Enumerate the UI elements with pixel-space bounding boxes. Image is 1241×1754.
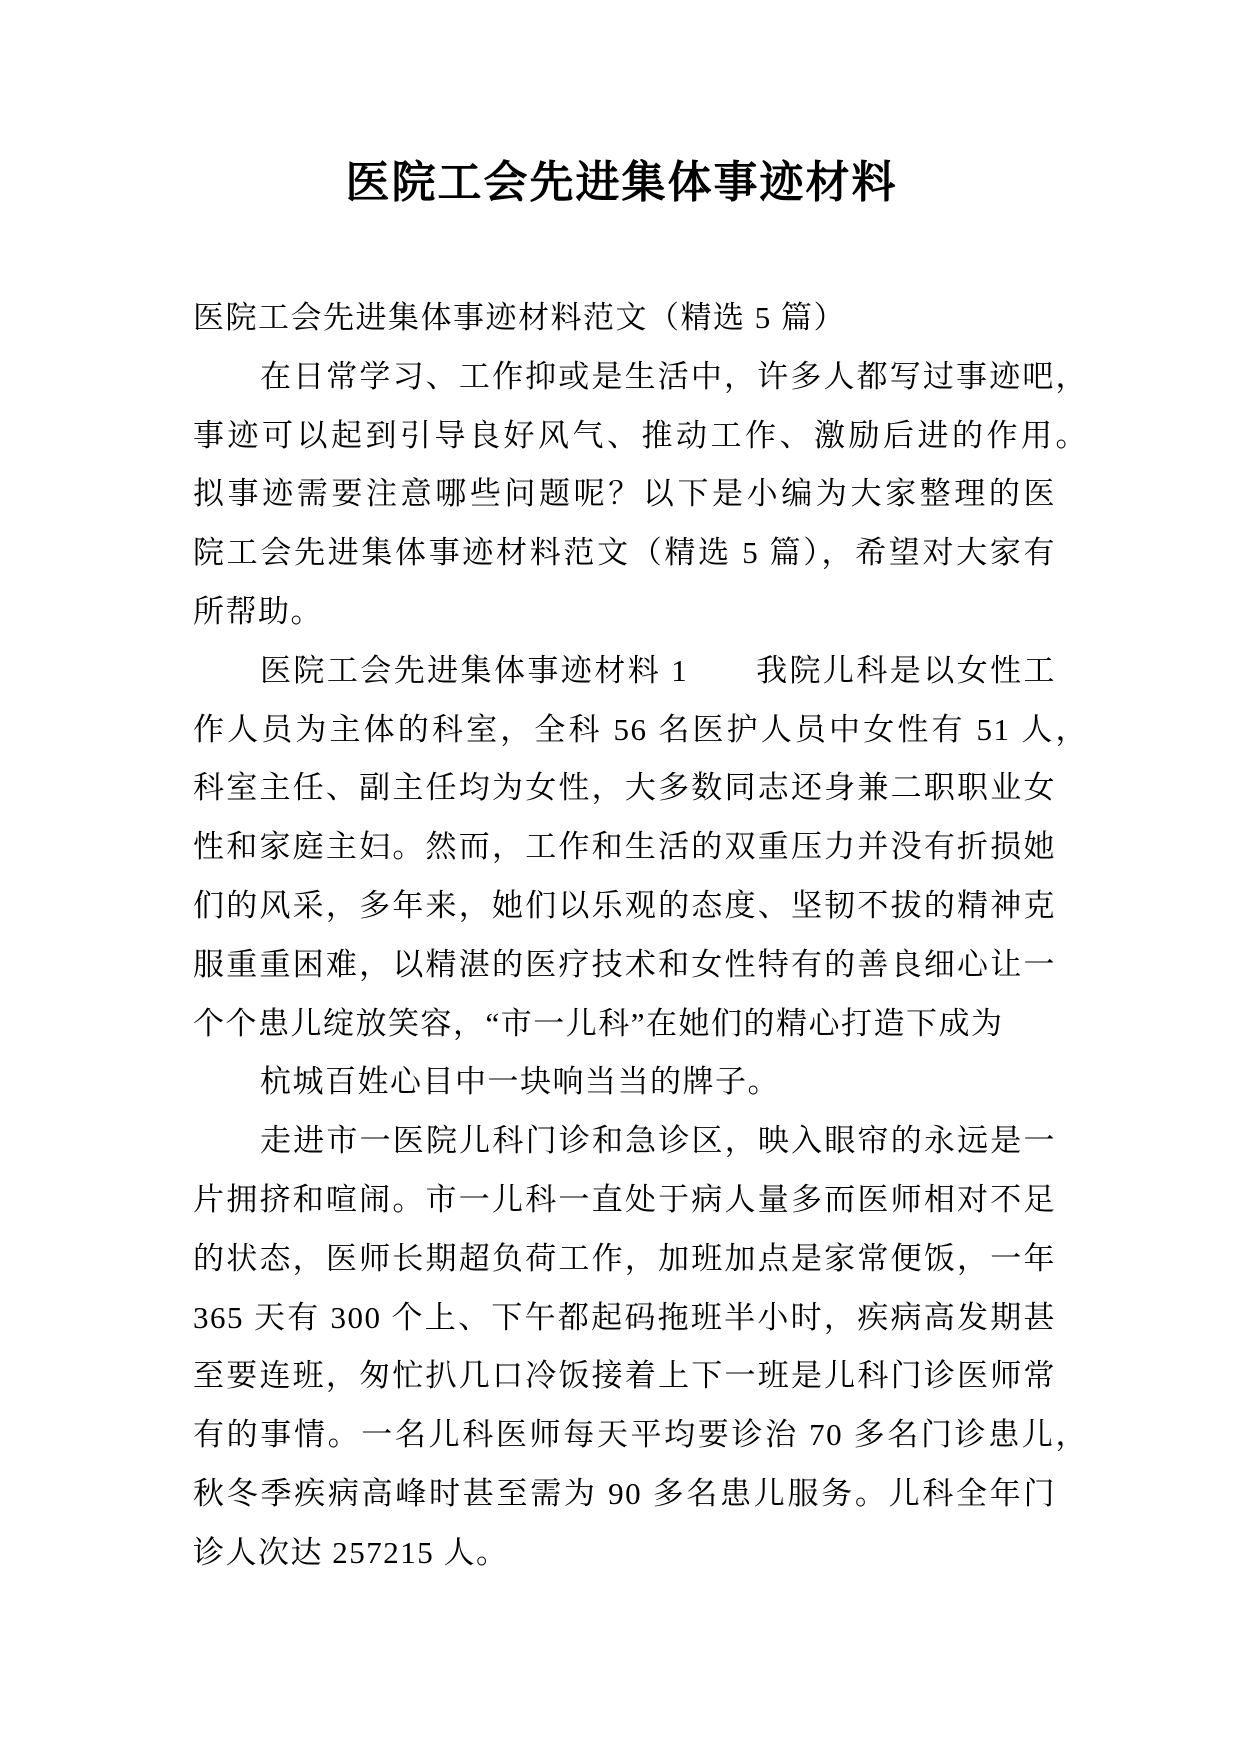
- paragraph-line: 个个患儿绽放笑容，“市一儿科”在她们的精心打造下成为: [193, 1005, 1004, 1041]
- paragraph-line: 诊人次达 257215 人。: [193, 1534, 509, 1570]
- paragraph-line: 科室主任、副主任均为女性，大多数同志还身兼二职职业女: [193, 770, 1056, 806]
- document-title: 医院工会先进集体事迹材料: [345, 158, 898, 207]
- paragraph-line: 事迹可以起到引导良好风气、推动工作、激励后进的作用。: [193, 417, 1088, 453]
- paragraph-line: 们的风采，多年来，她们以乐观的态度、坚韧不拔的精神克: [193, 887, 1056, 923]
- paragraph-line: 性和家庭主妇。然而，工作和生活的双重压力并没有折损她: [193, 829, 1056, 865]
- paragraph-line: 的状态，医师长期超负荷工作，加班加点是家常便饭，一年: [193, 1240, 1056, 1276]
- paragraph-line: 有的事情。一名儿科医师每天平均要诊治 70 多名门诊患儿，: [193, 1417, 1088, 1453]
- paragraph-line: 秋冬季疾病高峰时甚至需为 90 多名患儿服务。儿科全年门: [193, 1475, 1056, 1511]
- paragraph-line: 片拥挤和喧闹。市一儿科一直处于病人量多而医师相对不足: [193, 1181, 1056, 1217]
- document-subtitle: 医院工会先进集体事迹材料范文（精选 5 篇）: [193, 300, 846, 335]
- paragraph-line: 走进市一医院儿科门诊和急诊区，映入眼帘的永远是一: [260, 1123, 1056, 1159]
- paragraph-line: 服重重困难，以精湛的医疗技术和女性特有的善良细心让一: [193, 946, 1056, 982]
- paragraph: [193, 1112, 1093, 1582]
- paragraph: [193, 348, 1093, 642]
- paragraph-line: 365 天有 300 个上、下午都起码拖班半小时，疾病高发期甚: [193, 1299, 1056, 1335]
- paragraph-line: 作人员为主体的科室，全科 56 名医护人员中女性有 51 人，: [193, 711, 1088, 747]
- paragraph-line: 杭城百姓心目中一块响当当的牌子。: [260, 1064, 780, 1100]
- document-body: [193, 289, 1093, 1583]
- paragraph: [193, 1053, 1093, 1112]
- paragraph-line: 在日常学习、工作抑或是生活中，许多人都写过事迹吧，: [260, 358, 1088, 394]
- paragraph-line: 所帮助。: [193, 593, 323, 629]
- paragraph-line: 拟事迹需要注意哪些问题呢？以下是小编为大家整理的医: [193, 476, 1056, 512]
- paragraph-line: 医院工会先进集体事迹材料 1 我院儿科是以女性工: [260, 652, 1056, 688]
- paragraph-line: 院工会先进集体事迹材料范文（精选 5 篇），希望对大家有: [193, 535, 1056, 571]
- document-subtitle-block: [193, 289, 1093, 348]
- paragraph-line: 至要连班，匆忙扒几口冷饭接着上下一班是儿科门诊医师常: [193, 1358, 1056, 1394]
- paragraph: [193, 642, 1093, 1054]
